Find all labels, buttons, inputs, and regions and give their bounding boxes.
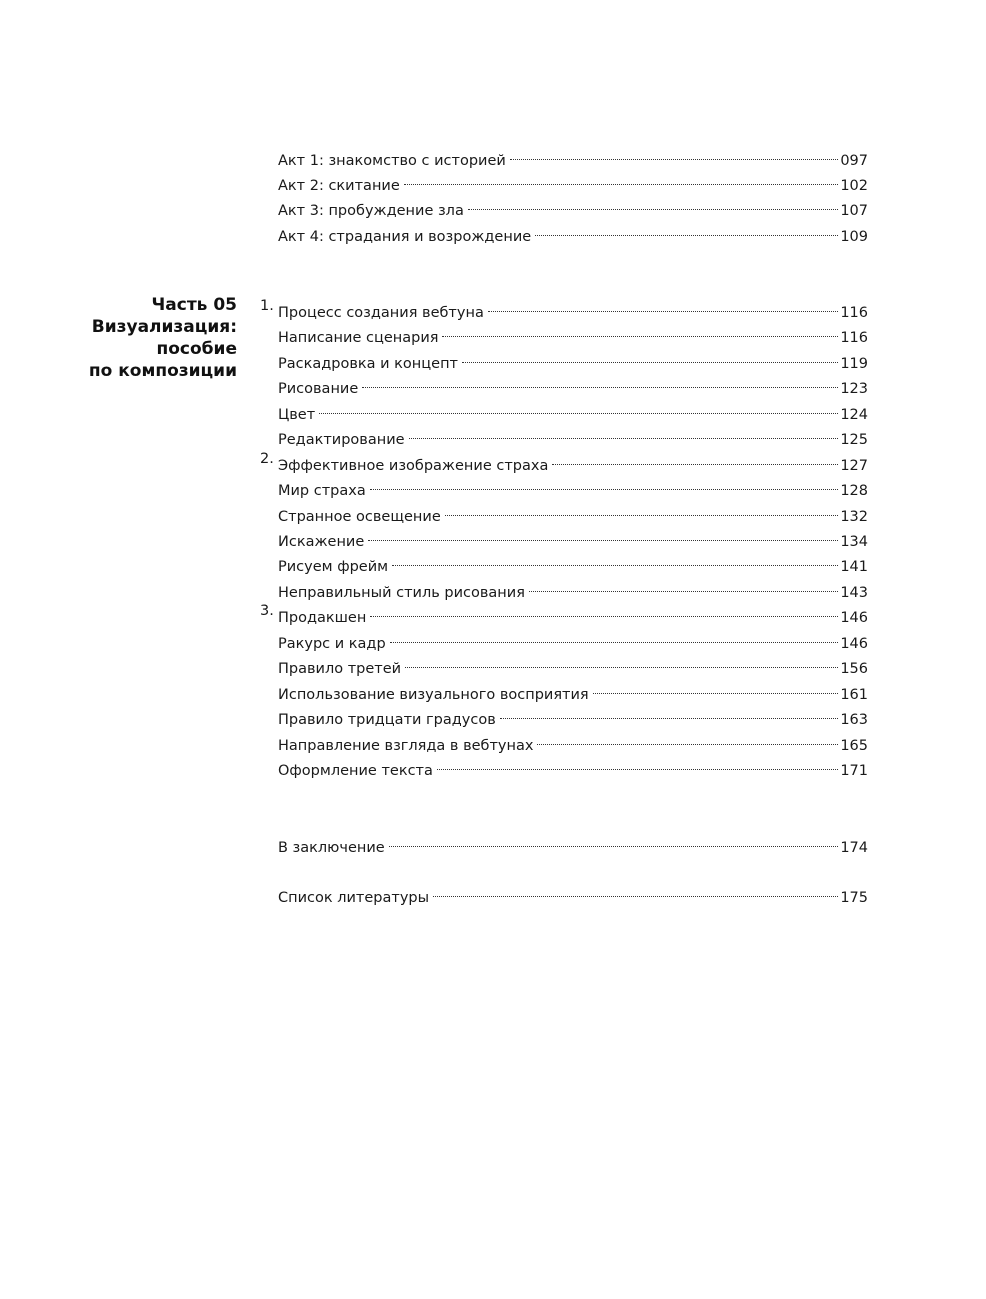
toc-entry[interactable] (278, 219, 868, 245)
dot-leader (552, 448, 838, 470)
dot-leader (370, 600, 838, 622)
toc-entry-page: 097 (838, 150, 868, 172)
dot-leader (392, 549, 838, 571)
toc-entry-page: 174 (838, 837, 868, 859)
toc-entry[interactable] (278, 346, 868, 372)
dot-leader (405, 651, 838, 673)
toc-entry[interactable] (278, 549, 868, 575)
toc-entry-page: 119 (838, 353, 868, 375)
dot-leader (368, 524, 838, 546)
toc-entry-number: 2. (260, 451, 274, 467)
toc-entry-page: 125 (838, 429, 868, 451)
dot-leader (319, 397, 838, 419)
toc-entry-label: Правило тридцати градусов (278, 709, 500, 731)
toc-entry-label: Редактирование (278, 429, 409, 451)
dot-leader (468, 193, 838, 215)
toc-entry-label: Список литературы (278, 887, 433, 909)
toc-entry[interactable] (260, 600, 868, 626)
part-heading-line: по композиции (88, 361, 237, 381)
toc-entry[interactable] (278, 753, 868, 779)
toc-entry-page: 161 (838, 684, 868, 706)
part-heading-line: Визуализация: (91, 317, 237, 337)
dot-leader (535, 219, 838, 241)
toc-entry[interactable] (278, 880, 868, 906)
toc-entry[interactable] (278, 575, 868, 601)
dot-leader (510, 143, 839, 165)
toc-entry[interactable] (278, 473, 868, 499)
dot-leader (404, 168, 839, 190)
toc-entry-label: В заключение (278, 837, 389, 859)
toc-entry-label: Рисуем фрейм (278, 556, 392, 578)
toc-entry-label: Странное освещение (278, 506, 445, 528)
toc-entry[interactable] (278, 193, 868, 219)
dot-leader (390, 626, 839, 648)
toc-entry-page: 141 (838, 556, 868, 578)
toc-entry[interactable] (260, 295, 868, 321)
toc-entry-label: Цвет (278, 404, 319, 426)
toc-entry-page: 134 (838, 531, 868, 553)
toc-entry[interactable] (278, 524, 868, 550)
toc-entry[interactable] (278, 397, 868, 423)
toc-entry-number: 1. (260, 298, 274, 314)
dot-leader (537, 728, 838, 750)
toc-entry-page: 127 (838, 455, 868, 477)
toc-entry-page: 107 (838, 200, 868, 222)
toc-entry-page: 116 (838, 327, 868, 349)
dot-leader (445, 499, 839, 521)
toc-entry-label: Процесс создания вебтуна (278, 302, 488, 324)
toc-entry-label: Искажение (278, 531, 368, 553)
dot-leader (462, 346, 838, 368)
toc-entry[interactable] (278, 143, 868, 169)
toc-entry-label: Оформление текста (278, 760, 437, 782)
toc-entry-label: Эффективное изображение страха (278, 455, 552, 477)
dot-leader (500, 702, 839, 724)
toc-entry[interactable] (278, 728, 868, 754)
toc-entry[interactable] (278, 677, 868, 703)
toc-entry-label: Акт 4: страдания и возрождение (278, 226, 535, 248)
toc-entry-page: 175 (838, 887, 868, 909)
toc-entry[interactable] (278, 499, 868, 525)
toc-entry-page: 143 (838, 582, 868, 604)
dot-leader (433, 880, 838, 902)
part-heading-line: Часть 05 (151, 295, 237, 315)
toc-entry-label: Правило третей (278, 658, 405, 680)
dot-leader (529, 575, 838, 597)
toc-entry-label: Написание сценария (278, 327, 442, 349)
toc-entry-label: Акт 1: знакомство с историей (278, 150, 510, 172)
toc-entry-label: Рисование (278, 378, 362, 400)
toc-entry[interactable] (278, 626, 868, 652)
dot-leader (370, 473, 839, 495)
toc-entry-page: 165 (838, 735, 868, 757)
toc-entry[interactable] (278, 320, 868, 346)
toc-entry-page: 123 (838, 378, 868, 400)
dot-leader (437, 753, 838, 775)
toc-entry-label: Продакшен (278, 607, 370, 629)
toc-entry[interactable] (278, 168, 868, 194)
toc-entry-label: Акт 3: пробуждение зла (278, 200, 468, 222)
toc-entry-page: 128 (838, 480, 868, 502)
toc-entry[interactable] (278, 422, 868, 448)
toc-entry-page: 146 (838, 633, 868, 655)
part-heading-line: пособие (156, 339, 237, 359)
dot-leader (442, 320, 838, 342)
dot-leader (409, 422, 839, 444)
toc-entry-page: 146 (838, 607, 868, 629)
toc-entry-label: Мир страха (278, 480, 370, 502)
toc-entry[interactable] (278, 702, 868, 728)
toc-entry-label: Раскадровка и концепт (278, 353, 462, 375)
toc-entry-page: 132 (838, 506, 868, 528)
toc-entry-page: 102 (838, 175, 868, 197)
toc-entry-label: Использование визуального восприятия (278, 684, 593, 706)
toc-entry-label: Направление взгляда в вебтунах (278, 735, 537, 757)
toc-entry-page: 163 (838, 709, 868, 731)
toc-entry[interactable] (278, 371, 868, 397)
toc-entry-label: Акт 2: скитание (278, 175, 404, 197)
toc-entry-page: 116 (838, 302, 868, 324)
toc-entry-page: 171 (838, 760, 868, 782)
toc-entry-number: 3. (260, 603, 274, 619)
dot-leader (362, 371, 838, 393)
toc-entry-page: 124 (838, 404, 868, 426)
toc-entry-label: Ракурс и кадр (278, 633, 390, 655)
dot-leader (488, 295, 838, 317)
toc-entry-label: Неправильный стиль рисования (278, 582, 529, 604)
toc-entry-page: 109 (838, 226, 868, 248)
dot-leader (593, 677, 839, 699)
part-heading (89, 294, 237, 382)
toc-entry[interactable] (260, 448, 868, 474)
toc-entry[interactable] (278, 651, 868, 677)
toc-entry[interactable] (278, 830, 868, 856)
dot-leader (389, 830, 839, 852)
toc-entry-page: 156 (838, 658, 868, 680)
